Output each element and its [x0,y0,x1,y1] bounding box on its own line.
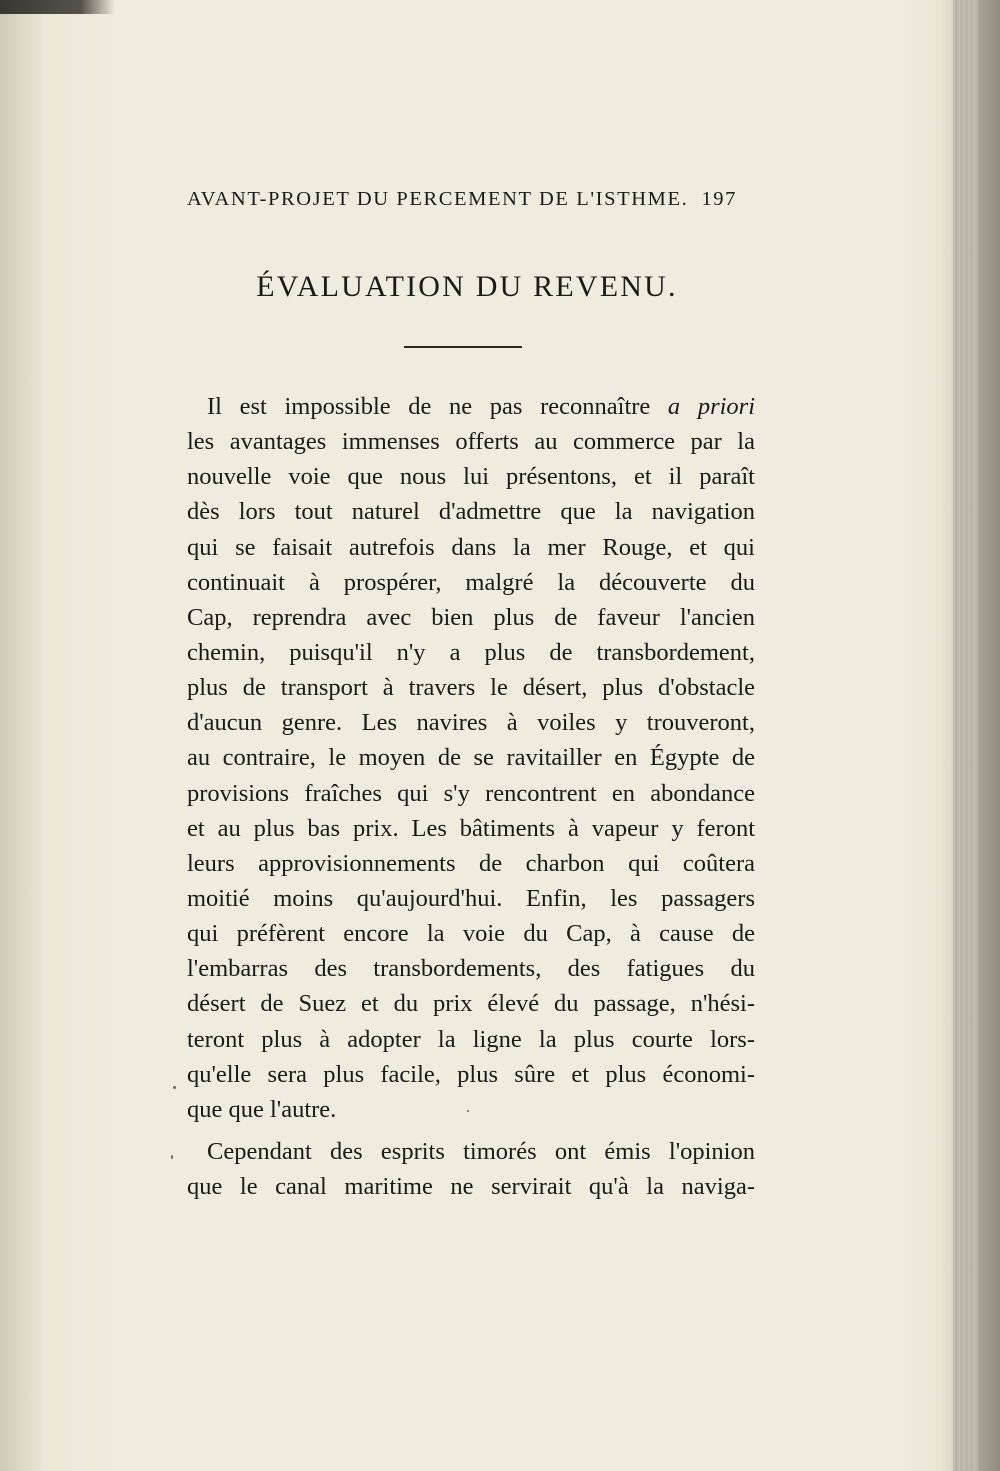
text-line: qui préfèrent encore la voie du Cap, à cause de [187,920,755,948]
text-line: l'embarras des transbordements, des fatigues du [187,955,755,983]
text-line [187,389,755,424]
text-line: que que l'autre. [187,1095,337,1123]
paper-speck [173,1086,176,1089]
text-line: nouvelle voie que nous lui présentons, et il paraît [187,463,755,491]
text-line: moitié moins qu'aujourd'hui. Enfin, les passagers [187,884,755,912]
text-line: plus de transport à travers le désert, plus d'obstacle [187,674,755,702]
text-line: Cap, reprendra avec bien plus de faveur l'ancien [187,603,755,631]
running-head-title: AVANT-PROJET DU PERCEMENT DE L'ISTHME. [187,188,689,210]
gutter-shadow [0,0,42,1471]
text-line: chemin, puisqu'il n'y a plus de transbordement, [187,638,755,666]
page-number: 197 [701,188,737,210]
text-line: provisions fraîches qui s'y rencontrent en abondance [187,779,755,807]
page-edge-shadow [978,0,1000,1471]
text-line: Cependant des esprits timorés ont émis l'opinion [207,1137,755,1165]
text-line: dès lors tout naturel d'admettre que la navigation [187,498,755,526]
title-rule [404,346,522,348]
text-line: désert de Suez et du prix élevé du passage, n'hési- [187,990,755,1018]
text-line: qui se faisait autrefois dans la mer Rouge, et qui [187,533,755,561]
text-line: teront plus à adopter la ligne la plus courte lors- [187,1025,755,1053]
text-line: d'aucun genre. Les navires à voiles y trouveront, [187,709,755,737]
text-run: Il est impossible de ne pas reconnaître [207,393,668,420]
text-line: et au plus bas prix. Les bâtiments à vapeur y feront [187,814,755,842]
body-text [187,389,755,1204]
section-title: ÉVALUATION DU REVENU. [256,270,678,303]
paper-speck [467,1110,469,1112]
text-line: continuait à prospérer, malgré la découverte du [187,568,755,596]
text-line: au contraire, le moyen de se ravitailler en Égypte de [187,744,755,772]
text-line: qu'elle sera plus facile, plus sûre et plus économi- [187,1060,755,1088]
italic-run: a priori [667,393,755,420]
binding-cloth [0,0,115,14]
text-line: que le canal maritime ne servirait qu'à la naviga- [187,1173,755,1201]
text-line: les avantages immenses offerts au commerce par la [187,428,755,456]
text-line: leurs approvisionnements de charbon qui coûtera [187,849,755,877]
paper-speck [171,1155,173,1159]
running-head [187,188,737,218]
